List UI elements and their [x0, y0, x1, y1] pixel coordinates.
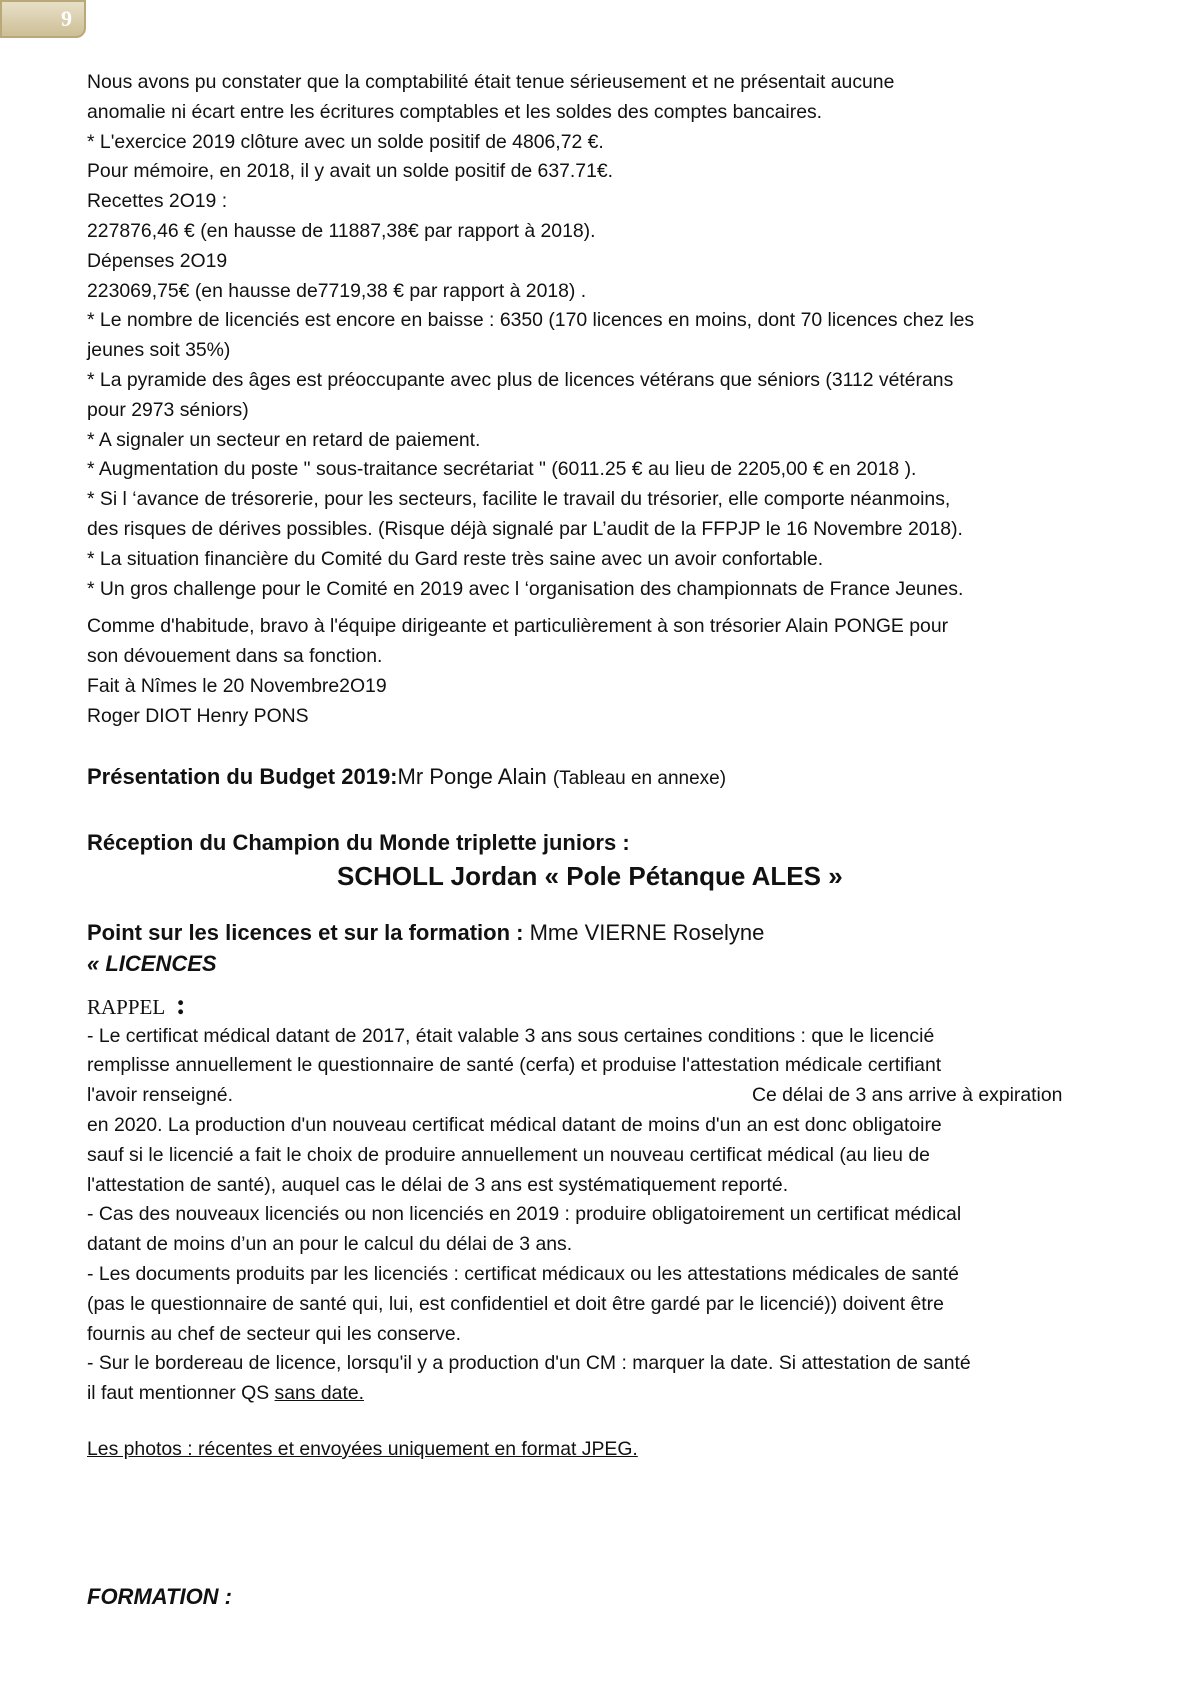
rappel-split-line: l'avoir renseigné. Ce délai de 3 ans arrive à expiration	[87, 1084, 1063, 1107]
text-line: fournis au chef de secteur qui les conserve.	[87, 1322, 462, 1345]
text-line: - Les documents produits par les licenciés : certificat médicaux ou les attestations médicales de santé	[87, 1262, 959, 1285]
text-line: l'attestation de santé), auquel cas le délai de 3 ans est systématiquement reporté.	[87, 1173, 789, 1196]
licences-subheading: « LICENCES	[87, 950, 217, 976]
page-number-badge	[0, 0, 86, 38]
text-line: remplisse annuellement le questionnaire de santé (cerfa) et produise l'attestation médicale certifiant	[87, 1054, 942, 1077]
text-line: * A signaler un secteur en retard de paiement.	[87, 428, 481, 451]
text-line: - Sur le bordereau de licence, lorsqu'il y a production d'un CM : marquer la date. Si attestation de santé	[87, 1352, 971, 1375]
text-line: Fait à Nîmes le 20 Novembre2O19	[87, 674, 387, 697]
text-line: Nous avons pu constater que la comptabilité était tenue sérieusement et ne présentait aucune	[87, 71, 895, 93]
rappel-paragraph-continued	[87, 1111, 1127, 1379]
champion-title: SCHOLL Jordan « Pole Pétanque ALES »	[337, 860, 843, 891]
text-line: anomalie ni écart entre les écritures comptables et les soldes des comptes bancaires.	[87, 100, 823, 123]
rappel-last-line: il faut mentionner QS sans date.	[87, 1382, 365, 1405]
text-line: - Cas des nouveaux licenciés ou non licenciés en 2019 : produire obligatoirement un certificat médical	[87, 1203, 962, 1226]
audit-report	[87, 68, 1127, 604]
text-line: (pas le questionnaire de santé qui, lui, est confidentiel et doit être gardé par le licencié)) doivent être	[87, 1292, 944, 1315]
text-line: * La situation financière du Comité du Gard reste très saine avec un avoir confortable.	[87, 547, 824, 570]
text-line: * Le nombre de licenciés est encore en baisse : 6350 (170 licences en moins, dont 70 licences chez les	[87, 309, 975, 332]
document-body	[87, 68, 1127, 1613]
page-number: 9	[61, 6, 72, 31]
text-line: jeunes soit 35%)	[87, 339, 231, 362]
text-line: Dépenses 2O19	[87, 249, 228, 272]
text-line: * La pyramide des âges est préoccupante avec plus de licences vétérans que séniors (3112 vétérans	[87, 368, 954, 391]
text-line: * Augmentation du poste " sous-traitance secrétariat " (6011.25 € au lieu de 2205,00 € en 2018 ).	[87, 458, 917, 481]
photos-note: Les photos : récentes et envoyées uniquement en format JPEG.	[87, 1437, 638, 1460]
text-line: des risques de dérives possibles. (Risque déjà signalé par L’audit de la FFPJP le 16 Novembre 2018).	[87, 517, 963, 540]
budget-heading: Présentation du Budget 2019:Mr Ponge Alain (Tableau en annexe)	[87, 763, 727, 789]
licences-heading: Point sur les licences et sur la formation : Mme VIERNE Roselyne	[87, 919, 765, 945]
text-line: * Si l ‘avance de trésorerie, pour les secteurs, facilite le travail du trésorier, elle comporte néanmoins,	[87, 488, 951, 511]
reception-heading: Réception du Champion du Monde triplette juniors :	[87, 829, 630, 855]
text-line: pour 2973 séniors)	[87, 398, 249, 421]
text-line: en 2020. La production d'un nouveau certificat médical datant de moins d'un an est donc obligatoire	[87, 1113, 942, 1136]
formation-heading: FORMATION :	[87, 1583, 233, 1609]
closing-remarks	[87, 612, 1127, 731]
text-line: 223069,75€ (en hausse de7719,38 € par rapport à 2018) .	[87, 279, 587, 302]
text-line: Recettes 2O19 :	[87, 190, 228, 213]
text-line: son dévouement dans sa fonction.	[87, 645, 383, 668]
rappel-paragraph	[87, 1022, 1127, 1082]
text-line: datant de moins d’un an pour le calcul du délai de 3 ans.	[87, 1233, 573, 1256]
text-line: 227876,46 € (en hausse de 11887,38€ par rapport à 2018).	[87, 219, 596, 242]
text-line: Pour mémoire, en 2018, il y avait un solde positif de 637.71€.	[87, 160, 614, 183]
text-line: sauf si le licencié a fait le choix de produire annuellement un nouveau certificat médical (au lieu de	[87, 1143, 930, 1166]
text-line: Comme d'habitude, bravo à l'équipe dirigeante et particulièrement à son trésorier Alain PONGE pour	[87, 615, 949, 638]
text-line: * L'exercice 2019 clôture avec un solde positif de 4806,72 €.	[87, 130, 604, 153]
rappel-label: RAPPEL :	[87, 987, 186, 1021]
text-line: - Le certificat médical datant de 2017, était valable 3 ans sous certaines conditions : que le licencié	[87, 1024, 935, 1047]
text-line: * Un gros challenge pour le Comité en 2019 avec l ‘organisation des championnats de France Jeunes.	[87, 577, 964, 600]
text-line: Roger DIOT Henry PONS	[87, 704, 309, 727]
